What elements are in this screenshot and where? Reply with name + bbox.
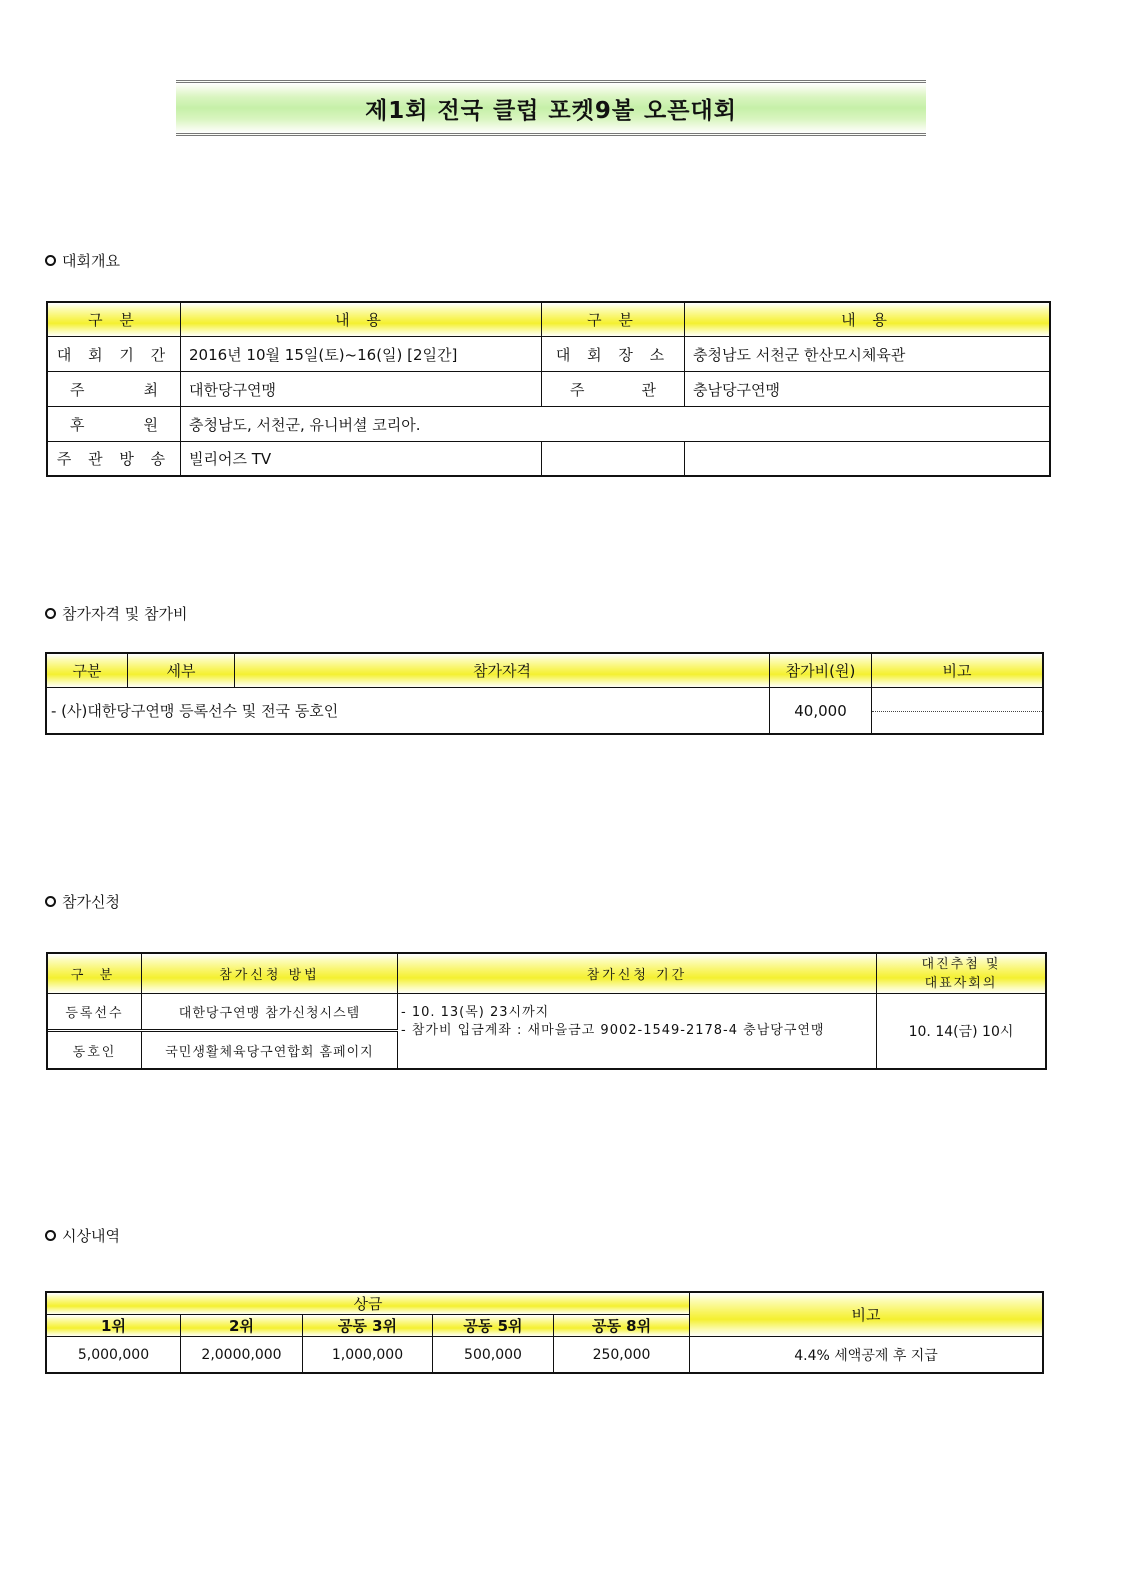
table-header-note: 비고 [690, 1293, 1043, 1337]
rank-header: 공동 5위 [433, 1315, 554, 1337]
prize-amount: 2,0000,000 [181, 1337, 303, 1373]
section-title: 참가신청 [62, 893, 120, 911]
row-value-organizer: 충남당구연맹 [685, 372, 1050, 407]
prize-amount: 250,000 [554, 1337, 690, 1373]
table-header: 구 분 [48, 303, 181, 337]
table-header: 참가신청 기간 [398, 954, 877, 994]
table-header: 세부 [128, 654, 235, 688]
bullet-circle-icon [45, 1230, 56, 1241]
table-header: 내 용 [685, 303, 1050, 337]
draw-meeting-time: 10. 14(금) 10시 [877, 994, 1046, 1069]
page-title-banner [176, 80, 926, 136]
application-period: - 10. 13(목) 23시까지 - 참가비 입금계좌 : 새마을금고 9002-1549-2178-4 충남당구연맹 [398, 994, 877, 1069]
bullet-circle-icon [45, 255, 56, 266]
section-heading-overview [45, 250, 120, 271]
application-table [47, 953, 1046, 1069]
prize-amount: 500,000 [433, 1337, 554, 1373]
application-method: 대한당구연맹 참가신청시스템 [142, 994, 398, 1031]
dotted-divider [872, 711, 1042, 712]
section-heading-application [45, 891, 120, 912]
overview-table [47, 302, 1050, 476]
rank-header: 2위 [181, 1315, 303, 1337]
application-type: 등록선수 [48, 994, 142, 1031]
empty-cell [685, 442, 1050, 476]
empty-cell [542, 442, 685, 476]
note-cell [872, 688, 1043, 734]
section-heading-prizes [45, 1225, 120, 1246]
rank-header: 1위 [47, 1315, 181, 1337]
section-title: 시상내역 [62, 1227, 120, 1245]
table-header-draw: 대진추첨 및 대표자회의 [877, 954, 1046, 994]
table-header: 참가비(원) [770, 654, 872, 688]
prize-amount: 1,000,000 [303, 1337, 433, 1373]
row-label-organizer: 주 관 [542, 372, 685, 407]
row-value-host: 대한당구연맹 [181, 372, 542, 407]
application-method: 국민생활체육당구연합회 홈페이지 [142, 1031, 398, 1069]
rank-header: 공동 8위 [554, 1315, 690, 1337]
row-label-broadcast: 주 관 방 송 [48, 442, 181, 476]
rank-header: 공동 3위 [303, 1315, 433, 1337]
section-title: 대회개요 [62, 252, 120, 270]
eligibility-table [46, 653, 1043, 734]
page-title: 제1회 전국 클럽 포켓9볼 오픈대회 [365, 97, 737, 124]
table-header: 구분 [47, 654, 128, 688]
row-label-host: 주 최 [48, 372, 181, 407]
table-header: 비고 [872, 654, 1043, 688]
prize-amount: 5,000,000 [47, 1337, 181, 1373]
row-value-venue: 충청남도 서천군 한산모시체육관 [685, 337, 1050, 372]
application-type: 동호인 [48, 1031, 142, 1069]
row-value-sponsor: 충청남도, 서천군, 유니버셜 코리아. [181, 407, 1050, 442]
row-value-period: 2016년 10월 15일(토)~16(일) [2일간] [181, 337, 542, 372]
prize-table [46, 1292, 1043, 1373]
table-header: 내 용 [181, 303, 542, 337]
prize-note: 4.4% 세액공제 후 지급 [690, 1337, 1043, 1373]
table-header-prize: 상금 [47, 1293, 690, 1315]
row-value-broadcast: 빌리어즈 TV [181, 442, 542, 476]
table-header: 구 분 [48, 954, 142, 994]
row-label-period: 대 회 기 간 [48, 337, 181, 372]
row-label-venue: 대 회 장 소 [542, 337, 685, 372]
section-title: 참가자격 및 참가비 [62, 605, 188, 623]
bullet-circle-icon [45, 896, 56, 907]
table-header: 참가자격 [235, 654, 770, 688]
qualification-cell: - (사)대한당구연맹 등록선수 및 전국 동호인 [47, 688, 770, 734]
table-header: 구 분 [542, 303, 685, 337]
bullet-circle-icon [45, 608, 56, 619]
fee-cell: 40,000 [770, 688, 872, 734]
section-heading-eligibility [45, 603, 187, 624]
row-label-sponsor: 후 원 [48, 407, 181, 442]
table-header: 참가신청 방법 [142, 954, 398, 994]
